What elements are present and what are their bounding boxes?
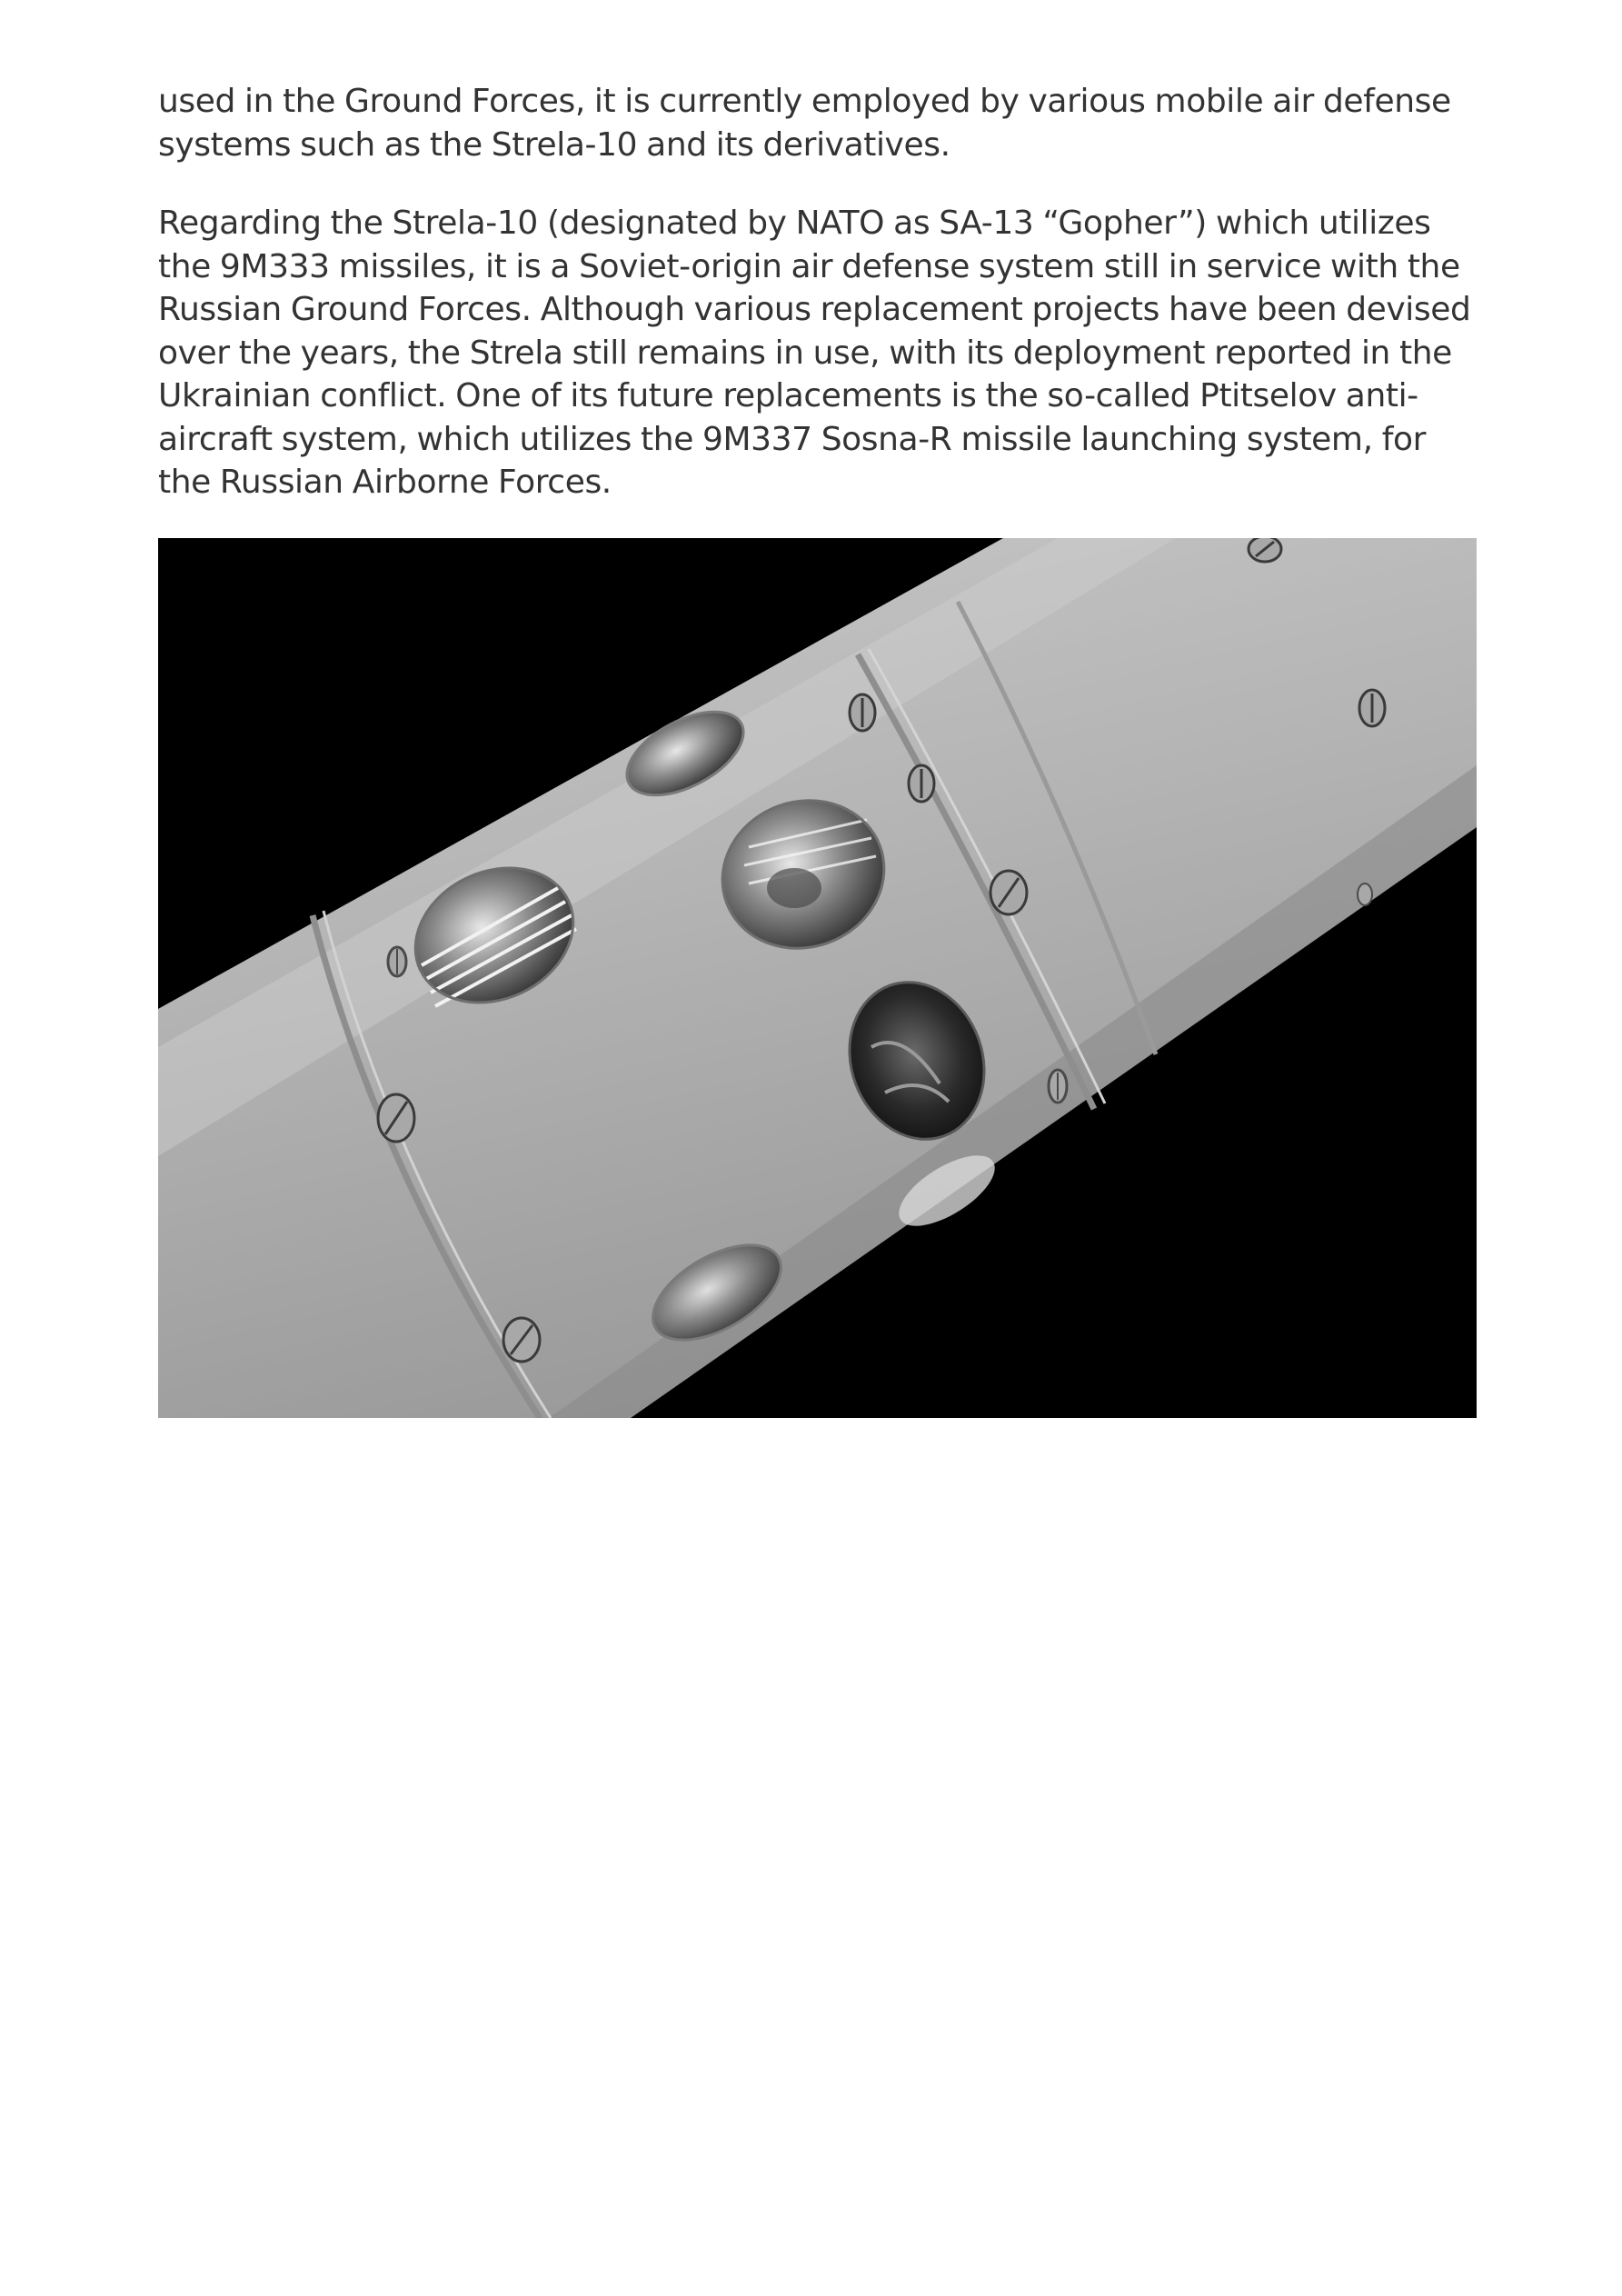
- screw-9: [1049, 1070, 1067, 1103]
- screw-8: [503, 1318, 540, 1362]
- screw-7: [378, 1094, 414, 1142]
- screw-10: [1358, 883, 1372, 905]
- screw-5: [1359, 690, 1385, 726]
- body-paragraph-continued: used in the Ground Forces, it is currently employed by various mobile air defense systems such as the Strela-10 and its derivatives.: [158, 83, 1451, 164]
- screw-3: [909, 765, 934, 802]
- missile-photograph: [158, 538, 1477, 1418]
- missile-illustration: [158, 538, 1477, 1418]
- screw-6: [388, 947, 406, 976]
- screw-2: [850, 694, 875, 731]
- body-paragraph-strela-10: Regarding the Strela-10 (designated by NATO as SA-13 “Gopher”) which utilizes the 9M333 missiles, it is a Soviet-origin air defense system still in service with the Russian Ground Forces. Although various replacement projects have been devised over the years, the Strela still remains in use, with its deployment reported in the Ukrainian conflict. One of its future replacements is the so-called Ptitselov anti-aircraft system, which utilizes the 9M337 Sosna-R missile launching system, for the Russian Airborne Forces.: [158, 205, 1471, 501]
- screw-4: [990, 871, 1027, 914]
- screw-1: [1249, 538, 1281, 562]
